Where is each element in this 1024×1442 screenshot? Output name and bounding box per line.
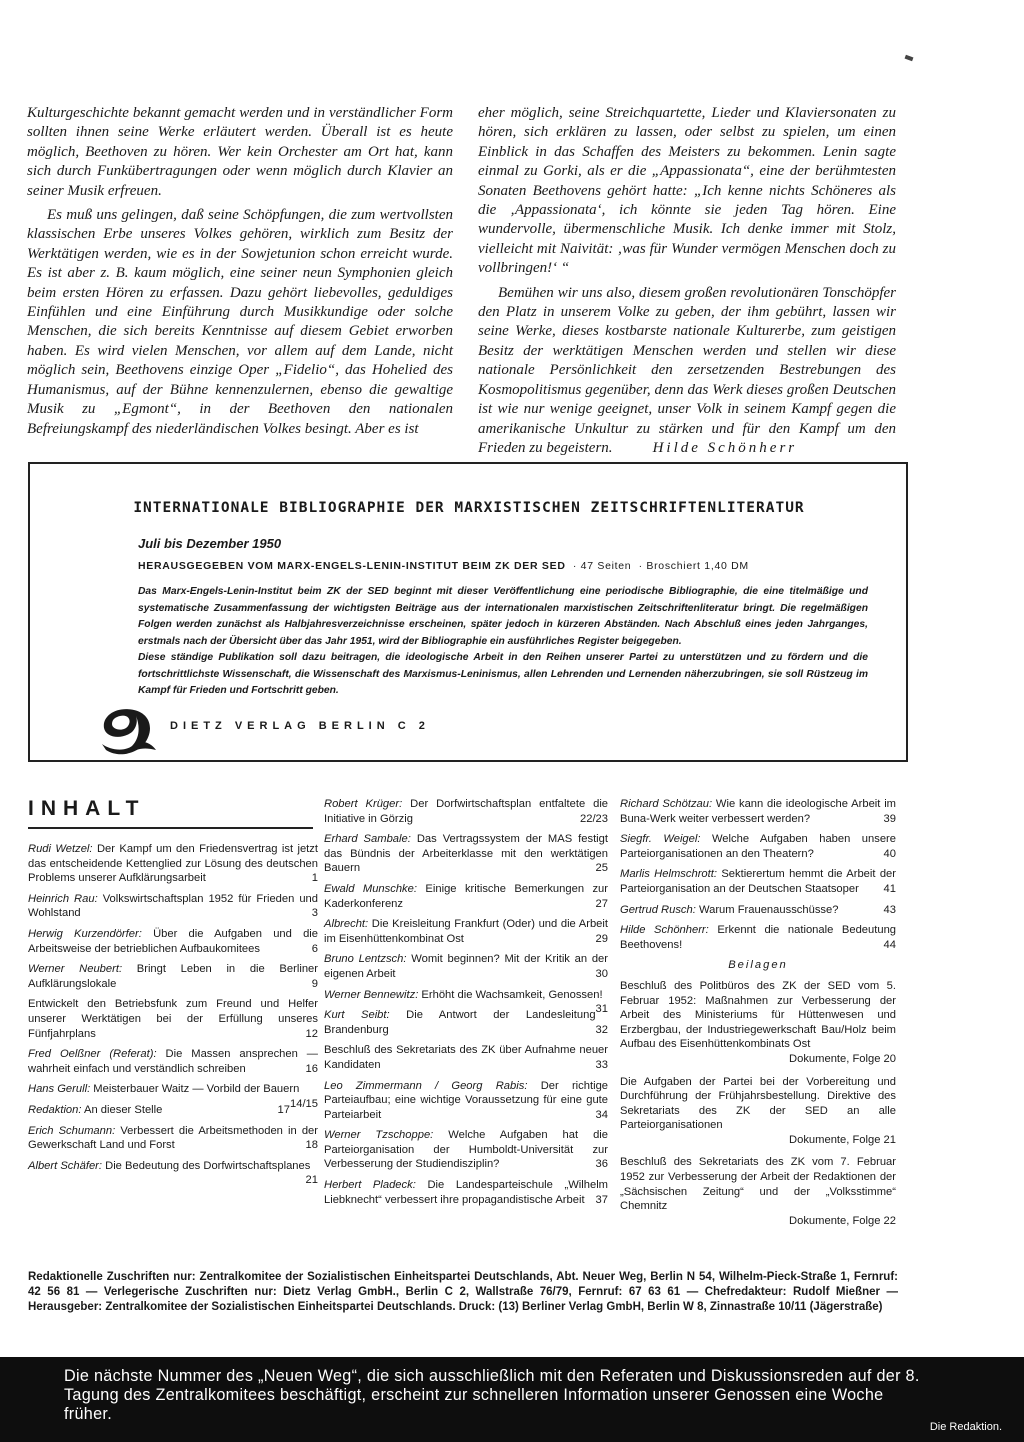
- toc-page: 34: [595, 1108, 608, 1121]
- toc-author: Leo Zimmermann / Georg Rabis:: [324, 1079, 528, 1092]
- ad-publisher-line: HERAUSGEGEBEN VOM MARX-ENGELS-LENIN-INSTITUT BEIM ZK DER SED · 47 Seiten · Broschiert 1,40 DM: [138, 560, 749, 572]
- toc-page: 41: [883, 882, 896, 895]
- ad-title: INTERNATIONALE BIBLIOGRAPHIE DER MARXISTISCHEN ZEITSCHRIFTENLITERATUR: [133, 500, 805, 516]
- toc-title: Warum Frauenausschüsse?: [698, 903, 839, 916]
- toc-title: Erhöht die Wachsamkeit, Genossen!: [421, 988, 603, 1001]
- toc-page: 12: [305, 1027, 318, 1040]
- toc-page: 16: [305, 1062, 318, 1075]
- toc-author: Albert Schäfer:: [28, 1159, 102, 1172]
- toc-title: Der Dorfwirtschaftsplan entfaltete die Initiative in Görzig: [324, 798, 609, 825]
- toc-author: Gertrud Rusch:: [620, 903, 696, 916]
- article-paragraph: eher möglich, seine Streichquartette, Lieder und Klaviersonaten zu hören, sich erklären zu lassen, oder selbst zu spielen, um einen Einblick in das Schaffen des Meisters zu bekommen. Lenin sagte einmal zu Gorki, als er die „Appassionata“, eine der berühmtesten Sonaten Beethovens gehört hatte: „Ich kenne nichts Schöneres als die ‚Appassionata‘, ich könnte sie jeden Tag hören. Eine wundervolle, übermenschliche Musik. Ich denke immer mit Stolz, vielleicht mit Naivität: ‚was für Wunder vermögen Menschen doch zu vollbringen!‘ “: [478, 105, 896, 277]
- toc-author: Werner Neubert:: [28, 963, 123, 976]
- toc-author: Fred Oelßner (Referat):: [28, 1048, 157, 1061]
- toc-page: 9: [311, 977, 318, 990]
- toc-page: 17: [277, 1103, 290, 1116]
- article-author: Hilde Schönherr: [652, 439, 798, 456]
- ad-pages: 47 Seiten: [580, 560, 632, 572]
- toc-entry: [324, 1043, 608, 1072]
- toc-title: Das Vertragssystem der MAS festigt das Bündnis der Arbeiterklasse mit den werktätigen Bauern: [324, 833, 608, 875]
- toc-author: Albrecht:: [324, 918, 369, 931]
- toc-author: Hilde Schönherr:: [620, 924, 709, 937]
- imprint: Redaktionelle Zuschriften nur: Zentralkomitee der Sozialistischen Einheitspartei Deutschlands, Abt. Neuer Weg, Berlin N 54, Wilhelm-Pieck-Straße 1, Fernruf: 42 56 81 — Verlegerische Zuschriften nur: Dietz Verlag GmbH., Berlin C 2, Wallstraße 76/79, Fernruf: 67 63 61 — Chefredakteur: Rudolf Mießner — Herausgeber: Zentralkomitee der Sozialistischen Einheitspartei Deutschlands. Druck: (13) Berliner Verlag GmbH, Berlin W 8, Zinnastraße 10/11 (Jägerstraße): [28, 1271, 898, 1313]
- toc-page: 25: [595, 862, 608, 875]
- toc-author: Richard Schötzau:: [620, 798, 713, 810]
- toc-entry: [620, 797, 896, 826]
- toc-column-1: [28, 842, 318, 1188]
- toc-title: Meisterbauer Waitz — Vorbild der Bauern: [93, 1083, 300, 1096]
- toc-title: Sektierertum hemmt die Arbeit der Parteiorganisation an der Deutschen Staatsoper: [620, 868, 896, 895]
- supplement-entry: [620, 1155, 896, 1228]
- toc-entry: [324, 832, 608, 876]
- toc-entry: [28, 1124, 318, 1153]
- toc-author: Erhard Sambale:: [324, 833, 411, 846]
- toc-author: Ewald Munschke:: [324, 882, 417, 895]
- toc-page: 40: [883, 847, 896, 860]
- supplement-title: Beschluß des Sekretariats des ZK vom 7. Februar 1952 zur Verbesserung der Arbeit der Redaktionen der „Sächsischen Zeitung“ und der „Volksstimme“ Chemnitz: [620, 1156, 896, 1213]
- toc-entry: [324, 1008, 608, 1037]
- toc-entry: [324, 1178, 608, 1207]
- toc-entry: [620, 903, 896, 918]
- toc-title: Die Antwort der Landesleitung Brandenburg: [324, 1009, 596, 1036]
- toc-page: 36: [595, 1158, 608, 1171]
- toc-entry: [28, 892, 318, 921]
- toc-column-2: [324, 797, 608, 1213]
- toc-page: 21: [305, 1174, 318, 1187]
- toc-page: 27: [595, 897, 608, 910]
- toc-title: Volkswirtschaftsplan 1952 für Frieden und Wohlstand: [28, 892, 319, 920]
- toc-author: Redaktion:: [28, 1103, 82, 1116]
- toc-entry: [28, 962, 318, 991]
- toc-title: Womit beginnen? Mit der Kritik an der eigenen Arbeit: [324, 953, 608, 980]
- toc-page: 39: [883, 812, 896, 825]
- toc-entry: [324, 952, 608, 981]
- toc-entry: [28, 1159, 318, 1187]
- toc-title: Wie kann die ideologische Arbeit im Buna-Werk weiter verbessert werden?: [620, 798, 896, 825]
- toc-page: 33: [595, 1058, 608, 1071]
- toc-author: Werner Tzschoppe:: [324, 1129, 434, 1142]
- banner-signature: Die Redaktion.: [929, 1421, 1002, 1433]
- toc-author: Erich Schumann:: [28, 1124, 116, 1137]
- toc-title: Die Landesparteischule „Wilhelm Liebknecht“ verbessert ihre propagandistische Arbeit: [324, 1179, 608, 1206]
- toc-entry: [28, 842, 318, 886]
- toc-page: 18: [305, 1139, 318, 1152]
- toc-title: Die Bedeutung des Dorfwirtschaftsplanes: [105, 1159, 311, 1172]
- ad-publisher-name: DIETZ VERLAG BERLIN C 2: [170, 720, 430, 732]
- toc-title: Welche Aufgaben haben unsere Parteiorganisationen an den Theatern?: [620, 833, 896, 860]
- toc-entry: [28, 927, 318, 956]
- toc-entry: [324, 797, 608, 826]
- toc-author: Marlis Helmschrott:: [620, 868, 717, 881]
- toc-title: Einige kritische Bemerkungen zur Kaderkonferenz: [324, 882, 608, 910]
- toc-page: 32: [595, 1023, 608, 1036]
- ad-price: Broschiert 1,40 DM: [646, 560, 749, 572]
- toc-entry: [620, 867, 896, 896]
- toc-entry: [620, 923, 896, 952]
- article-paragraph: [478, 284, 896, 459]
- supplement-ref: Dokumente, Folge 20: [789, 1052, 896, 1065]
- ad-description-paragraph: Diese ständige Publikation soll dazu beitragen, die ideologische Arbeit in den Reihen unserer Partei zu unterstützen und zu fördern und die fortschrittlichste Wissenschaft, die Wissenschaft des Marxismus-Leninismus, allen Lehrenden und Lernenden näherzubringen, sie soll Rüstzeug im Kampf für Frieden und Fortschritt geben.: [138, 652, 868, 696]
- toc-title: Entwickelt den Betriebsfunk zum Freund und Helfer unserer Werktätigen bei der Erfüllung unseres Fünfjahrplans: [28, 998, 318, 1040]
- toc-page: 37: [595, 1193, 608, 1206]
- toc-author: Hans Gerull:: [28, 1083, 91, 1096]
- article-paragraph-text: Bemühen wir uns also, diesem großen revolutionären Tonschöpfer den Platz in unserem Volke zu geben, der ihm gebührt, lassen wir seine Werke, dieses kostbarste nationale Kulturerbe, zum geistigen Besitz der werktätigen Menschen werden und stellen wir diese nationale Persönlichkeit den zersetzenden Bestrebungen des Kosmopolitismus gegenüber, denn das Werk dieses großen Deutschen ist wie nur wenige geeignet, unser Volk in seinem Kampf gegen die amerikanische Unkultur zu stärken und für den Kampf um den Frieden zu begeistern.: [478, 284, 896, 456]
- notice-banner: [0, 1357, 1024, 1442]
- bibliography-advertisement: [28, 462, 908, 762]
- supplement-ref: Dokumente, Folge 21: [789, 1133, 896, 1146]
- article-left-column: [27, 104, 453, 444]
- toc-title: Verbessert die Arbeitsmethoden in der Gewerkschaft Land und Forst: [28, 1124, 318, 1152]
- toc-page: 44: [883, 938, 896, 951]
- dietz-logo-icon: [96, 704, 158, 756]
- toc-divider: [28, 827, 313, 829]
- toc-page: 31: [595, 1003, 608, 1016]
- toc-author: Herbert Pladeck:: [324, 1179, 416, 1192]
- toc-author: Robert Krüger:: [324, 798, 403, 810]
- toc-page: 22/23: [580, 812, 608, 825]
- toc-entry: [28, 997, 318, 1041]
- ad-description-paragraph: Das Marx-Engels-Lenin-Institut beim ZK der SED beginnt mit dieser Veröffentlichung eine periodische Bibliographie, die eine titelmäßige und systematische Zusammenfassung der wichtigsten Beiträge aus der internationalen marxistischen Zeitschriftenliteratur bringt. Die regelmäßigen Folgen werden zunächst als Halbjahresverzeichnisse erscheinen, später jedoch in kürzeren Abständen. Nach Abschluß eines jeden Jahrganges, erstmals nach der Übersicht über das Jahr 1951, wird der Bibliographie ein ausführliches Register beigegeben.: [138, 586, 868, 647]
- toc-entry: [28, 1103, 318, 1118]
- toc-author: Kurt Seibt:: [324, 1009, 390, 1022]
- toc-author: Werner Bennewitz:: [324, 988, 419, 1001]
- toc-title: Über die Aufgaben und die Arbeitsweise der betrieblichen Aufbaukomitees: [28, 927, 319, 955]
- toc-entry: [324, 1079, 608, 1123]
- toc-page: 1: [311, 872, 318, 885]
- toc-title: Welche Aufgaben hat die Parteiorganisation der Humboldt-Universität zur Verbesserung der Studiendisziplin?: [324, 1129, 609, 1171]
- supplement-entry: [620, 1075, 896, 1148]
- toc-author: Siegfr. Weigel:: [620, 833, 701, 846]
- toc-entry: [324, 917, 608, 946]
- scan-mark: [905, 55, 914, 61]
- banner-text: Die nächste Nummer des „Neuen Weg“, die sich ausschließlich mit den Referaten und Diskussionsreden auf der 8. Tagung des Zentralkomitees beschäftigt, erscheint zur schnelleren Information unserer Genossen eine Woche früher.: [64, 1367, 920, 1423]
- article-paragraph: Es muß uns gelingen, daß seine Schöpfungen, die zum wertvollsten klassischen Erbe unseres Volkes gehören, wirklich zum Besitz der Werktätigen werden, wie es in der Sowjetunion schon erreicht wurde. Es ist aber z. B. kaum möglich, eine seiner neun Symphonien gleich beim ersten Hören zu erfassen. Dazu gehört liebevolles, geduldiges Einfühlen und eine Einführung durch Musikkundige oder solche Menschen, die sich bereits Kenntnisse auf diesem Gebiet erworben haben. Es wird vielen Menschen, vor allem auf dem Lande, nicht möglich sein, Beethovens einzige Oper „Fidelio“, das Hohelied des Humanismus, auf der Bühne kennenzulernen, ebenso die gewaltige Musik zu „Egmont“, in der Beethoven den nationalen Befreiungskampf des niederländischen Volkes besingt. Aber es ist: [27, 207, 453, 437]
- toc-entry: [620, 832, 896, 861]
- toc-title: Bringt Leben in die Berliner Aufklärungslokale: [28, 963, 318, 990]
- toc-title: An dieser Stelle: [84, 1103, 163, 1116]
- toc-entry: [324, 882, 608, 911]
- toc-author: Herwig Kurzendörfer:: [28, 927, 142, 940]
- ad-description: [138, 584, 868, 700]
- toc-title: Der Kampf um den Friedensvertrag ist jetzt das entscheidende Kettenglied zur Lösung des deutschen Problems unserer Aufklärungsarbeit: [28, 843, 318, 885]
- supplement-title: Die Aufgaben der Partei bei der Vorbereitung und Durchführung der Frühjahrsbestellung. Direktive des Sekretariats des ZK der SED an alle Parteiorganisationen: [620, 1075, 896, 1132]
- toc-title: Die Massen ansprechen — wahrheit einfach und verständlich schreiben: [28, 1048, 318, 1075]
- supplement-entry: [620, 979, 896, 1067]
- toc-heading: INHALT: [28, 797, 146, 820]
- toc-page: 14/15: [290, 1097, 318, 1110]
- toc-author: Heinrich Rau:: [28, 892, 98, 905]
- toc-title: Die Kreisleitung Frankfurt (Oder) und die Arbeit im Eisenhüttenkombinat Ost: [324, 918, 608, 945]
- toc-title: Der richtige Parteiaufbau; eine wichtige Voraussetzung für eine gute Parteiarbeit: [324, 1079, 609, 1121]
- toc-author: Bruno Lentzsch:: [324, 953, 407, 966]
- article-paragraph: Kulturgeschichte bekannt gemacht werden und in verständlicher Form sollten ihnen seine Werke erläutert werden. Überall ist es heute möglich, Beethoven zu hören. Wer kein Orchester am Ort hat, kann sich durch Funkübertragungen oder wenn möglich durch Klavier an seiner Musik erfreuen.: [27, 105, 453, 199]
- toc-page: 43: [883, 903, 896, 916]
- ad-period: Juli bis Dezember 1950: [138, 536, 282, 551]
- supplements-heading: Beilagen: [728, 959, 788, 972]
- toc-page: 6: [311, 942, 318, 955]
- supplement-ref: Dokumente, Folge 22: [789, 1214, 896, 1227]
- toc-title: Erkennt die nationale Bedeutung Beethovens!: [620, 924, 897, 951]
- ad-editor: HERAUSGEGEBEN VOM MARX-ENGELS-LENIN-INSTITUT BEIM ZK DER SED: [138, 560, 566, 572]
- article-right-column: [478, 104, 896, 463]
- toc-author: Rudi Wetzel:: [28, 843, 93, 855]
- supplement-title: Beschluß des Politbüros des ZK der SED vom 5. Februar 1952: Maßnahmen zur Verbesserung der Arbeit des Ministeriums für Hüttenwesen und Erzbergbau, der Industriegewerkschaft Bau/Holz beim Aufbau des Eisenhüttenkombinats Ost: [620, 979, 896, 1051]
- toc-page: 29: [595, 932, 608, 945]
- toc-entry: [28, 1047, 318, 1076]
- toc-entry: [324, 1128, 608, 1172]
- toc-title: Beschluß des Sekretariats des ZK über Aufnahme neuer Kandidaten: [324, 1044, 608, 1071]
- toc-page: 3: [311, 907, 318, 920]
- toc-page: 30: [595, 967, 608, 980]
- toc-column-3: [620, 797, 896, 1236]
